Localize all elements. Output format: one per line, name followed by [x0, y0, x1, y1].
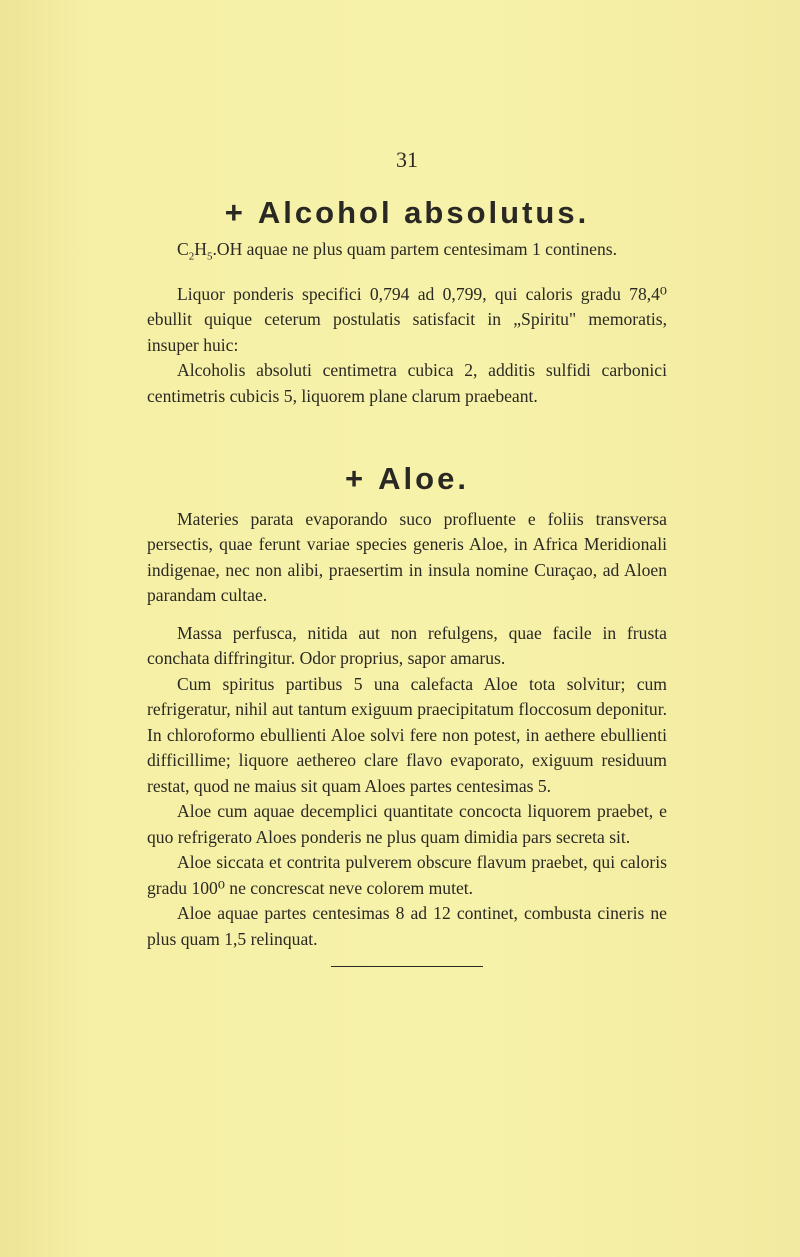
page-content	[147, 147, 667, 967]
section-title-alcohol	[147, 195, 667, 231]
paragraph-liquor: Liquor ponderis specifici 0,794 ad 0,799, qui caloris gradu 78,4⁰ ebullit quique ceterum postulatis satisfacit in „Spiritu" memoratis, insuper huic:	[147, 283, 667, 355]
chemical-formula: $C_2H_5.OH$	[177, 238, 243, 263]
paragraph-alcoholis: Alcoholis absoluti centimetra cubica 2, additis sulfidi carbonici centimetris cubicis 5, liquorem plane clarum praebeant.	[147, 360, 667, 406]
paragraph-aloe-aqua: Aloe cum aquae decemplici quantitate concocta liquorem praebet, e quo refrigerato Aloes ponderis ne plus quam dimidia pars secreta sit.	[147, 801, 667, 847]
end-rule	[331, 966, 483, 967]
cross-icon: +	[345, 461, 367, 497]
section-title-aloe-text: Aloe.	[378, 461, 469, 497]
cross-icon: +	[224, 195, 246, 230]
section-title-alcohol-text: Alcohol absolutus.	[257, 195, 590, 230]
page-number: 31	[396, 147, 418, 172]
section-title-aloe	[147, 461, 667, 497]
paragraph-cum-spiritus: Cum spiritus partibus 5 una calefacta Aloe tota solvitur; cum refrigeratur, nihil aut tantum exiguum praecipitatum floccosum deponitur. In chloroformo ebullienti Aloe solvi fere non potest, in aethere ebullienti difficillime; liquore aethereo clare flavo evaporato, exiguum residuum restat, quod ne maius sit quam Aloes partes centesimas 5.	[147, 673, 667, 796]
paragraph-materies: Materies parata evaporando suco profluente e foliis transversa persectis, quae ferunt variae species generis Aloe, in Africa Meridionali indigenae, nec non alibi, praesertim in insula nomine Curaçao, ad Aloen parandam cultae.	[147, 508, 667, 606]
paragraph-formula-text: aquae ne plus quam partem centesimam 1 continens.	[242, 238, 618, 259]
paragraph-formula	[147, 237, 667, 270]
paragraph-massa: Massa perfusca, nitida aut non refulgens, quae facile in frusta conchata diffringitur. Odor proprius, sapor amarus.	[147, 622, 667, 669]
paragraph-aloe-partes: Aloe aquae partes centesimas 8 ad 12 continet, combusta cineris ne plus quam 1,5 relinquat.	[147, 903, 667, 949]
paragraph-aloe-siccata: Aloe siccata et contrita pulverem obscure flavum praebet, qui caloris gradu 100⁰ ne concrescat neve colorem mutet.	[147, 852, 667, 898]
